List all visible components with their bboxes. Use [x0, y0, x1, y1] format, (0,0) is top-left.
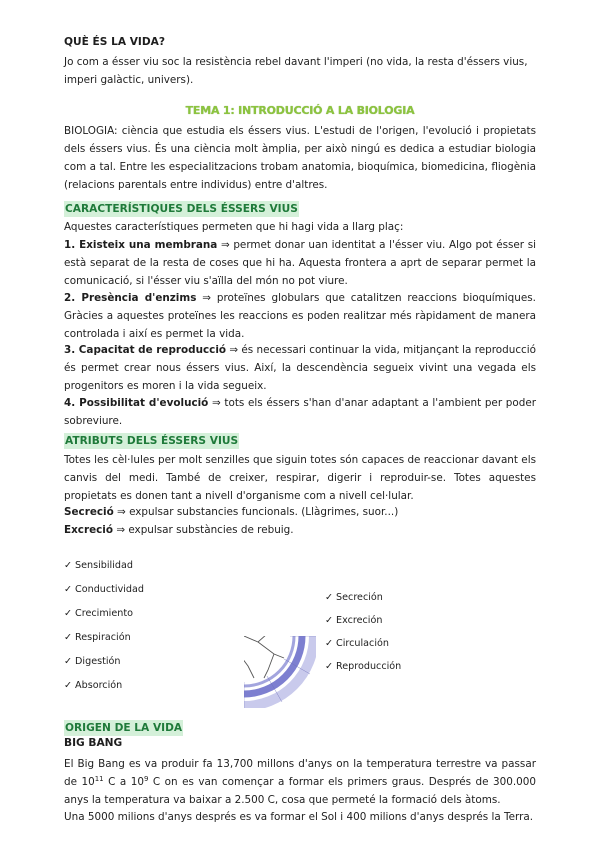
atributs-paragraph: Totes les cèl·lules per molt senzilles que siguin totes són capaces de reaccionar davant els canvis del medi. També de creixer, respirar, digerir i reproduir-se. Totes aquestes propietats es donen tant a nivell d'organisme com a nivell cel·lular.	[64, 454, 536, 502]
biologia-paragraph: BIOLOGIA: ciència que estudia els éssers vius. L'estudi de l'origen, l'evolució i propietats dels éssers vius. És una ciència molt àmplia, per això ningú es dedica a estudiar biologia com a tal. Entre les especialitzacions trobam anatomia, bioquímica, biomedicina, fliogènia (relacions parentals entre individus) entre d'altres.	[64, 125, 536, 191]
caracteristica-item	[64, 394, 536, 430]
big-bang-subheading: BIG BANG	[64, 737, 123, 749]
caracteristica-item	[64, 236, 536, 290]
list-item: ✓ Secreción	[325, 592, 383, 603]
arrow-icon: ⇒	[116, 524, 126, 536]
list-item: ✓ Circulación	[325, 638, 389, 649]
caracteristiques-heading: CARACTERÍSTIQUES DELS ÉSSERS VIUS	[65, 203, 298, 215]
secrecio-line	[64, 503, 536, 521]
caracteristica-text: proteïnes globulars que catalitzen reaccions bioquímiques. Gràcies a aquestes proteïnes les reaccions es poden realitzar més ràpidament de manera controlada i així es permet la vida.	[64, 292, 536, 340]
check-icon: ✓	[325, 615, 334, 626]
arrow-icon: ⇒	[229, 344, 239, 356]
atributs-heading: ATRIBUTS DELS ÉSSERS VIUS	[65, 435, 239, 447]
exponent: 11	[94, 775, 104, 783]
excrecio-text: expulsar substàncies de rebuig.	[128, 524, 294, 536]
check-icon: ✓	[64, 632, 73, 643]
arrow-icon: ⇒	[220, 239, 230, 251]
check-icon: ✓	[325, 638, 334, 649]
check-icon: ✓	[64, 560, 73, 571]
caracteristica-item	[64, 341, 536, 395]
excrecio-title: Excreció	[64, 524, 113, 536]
secrecio-text: expulsar substancies funcionals. (Llàgrimes, suor...)	[129, 506, 399, 518]
origen-heading: ORIGEN DE LA VIDA	[65, 722, 183, 734]
caracteristica-title: 2. Presència d'enzims	[64, 292, 197, 304]
check-icon: ✓	[64, 656, 73, 667]
list-item: ✓ Absorción	[64, 680, 123, 691]
check-icon: ✓	[64, 584, 73, 595]
caracteristica-text: tots els éssers s'han d'anar adaptant a l'ambient per poder sobreviure.	[64, 397, 536, 427]
exponent: 9	[143, 775, 149, 783]
arrow-icon: ⇒	[212, 397, 221, 409]
list-item: ✓ Sensibilidad	[64, 560, 133, 571]
list-item: ✓ Respiración	[64, 632, 131, 643]
check-icon: ✓	[64, 608, 73, 619]
secrecio-title: Secreció	[64, 506, 114, 518]
attributes-left-list	[64, 560, 154, 700]
sol-terra-paragraph: Una 5000 milions d'anys després es va formar el Sol i 400 milions d'anys després la Terra.	[64, 811, 534, 823]
phylogenetic-tree-image	[148, 552, 316, 708]
caracteristica-text: és necessari continuar la vida, mitjançant la reproducció és permet crear nous éssers vius. Així, la descendència segueix vivint una vegada els progenitors es moren i la vida segueix.	[64, 344, 536, 392]
list-item: ✓ Conductividad	[64, 584, 144, 595]
list-item: ✓ Crecimiento	[64, 608, 133, 619]
list-item: ✓ Excreción	[325, 615, 383, 626]
list-item: ✓ Reproducción	[325, 661, 402, 672]
caracteristica-text: permet donar uan identitat a l'ésser viu. Algo pot ésser si està separat de la resta de coses que hi ha. Aquesta frontera a aprt de separar permet la comunicació, si l'ésser viu s'aïlla del món no pot viure.	[64, 239, 537, 287]
list-item: ✓ Digestión	[64, 656, 121, 667]
caracteristiques-intro: Aquestes característiques permeten que hi hagi vida a llarg plaç:	[64, 221, 404, 233]
arrow-icon: ⇒	[202, 292, 211, 304]
intro-paragraph: Jo com a ésser viu soc la resistència rebel davant l'imperi (no vida, la resta d'éssers vius, imperi galàctic, univers).	[64, 56, 528, 86]
caracteristica-title: 1. Existeix una membrana	[64, 239, 218, 251]
check-icon: ✓	[64, 680, 73, 691]
arrow-icon: ⇒	[117, 506, 126, 518]
check-icon: ✓	[325, 592, 334, 603]
caracteristica-item	[64, 289, 536, 343]
big-bang-paragraph: El Big Bang es va produir fa 13,700 millons d'anys on la temperatura terrestre va passar de $10^{11}$ C a $10^9$ C on es van començar a formar els primers graus. Després de 300.000 anys la temperatura va baixar a 2.500 C, cosa que permeté la formació dels àtoms.	[64, 758, 536, 806]
check-icon: ✓	[325, 661, 334, 672]
que-es-la-vida-heading: QUÈ ÉS LA VIDA?	[64, 36, 166, 48]
excrecio-line	[64, 521, 536, 539]
caracteristica-title: 4. Possibilitat d'evolució	[64, 397, 209, 409]
tema-title: TEMA 1: INTRODUCCIÓ A LA BIOLOGIA	[185, 104, 415, 117]
attributes-right-list	[325, 592, 435, 682]
caracteristica-title: 3. Capacitat de reproducció	[64, 344, 227, 356]
